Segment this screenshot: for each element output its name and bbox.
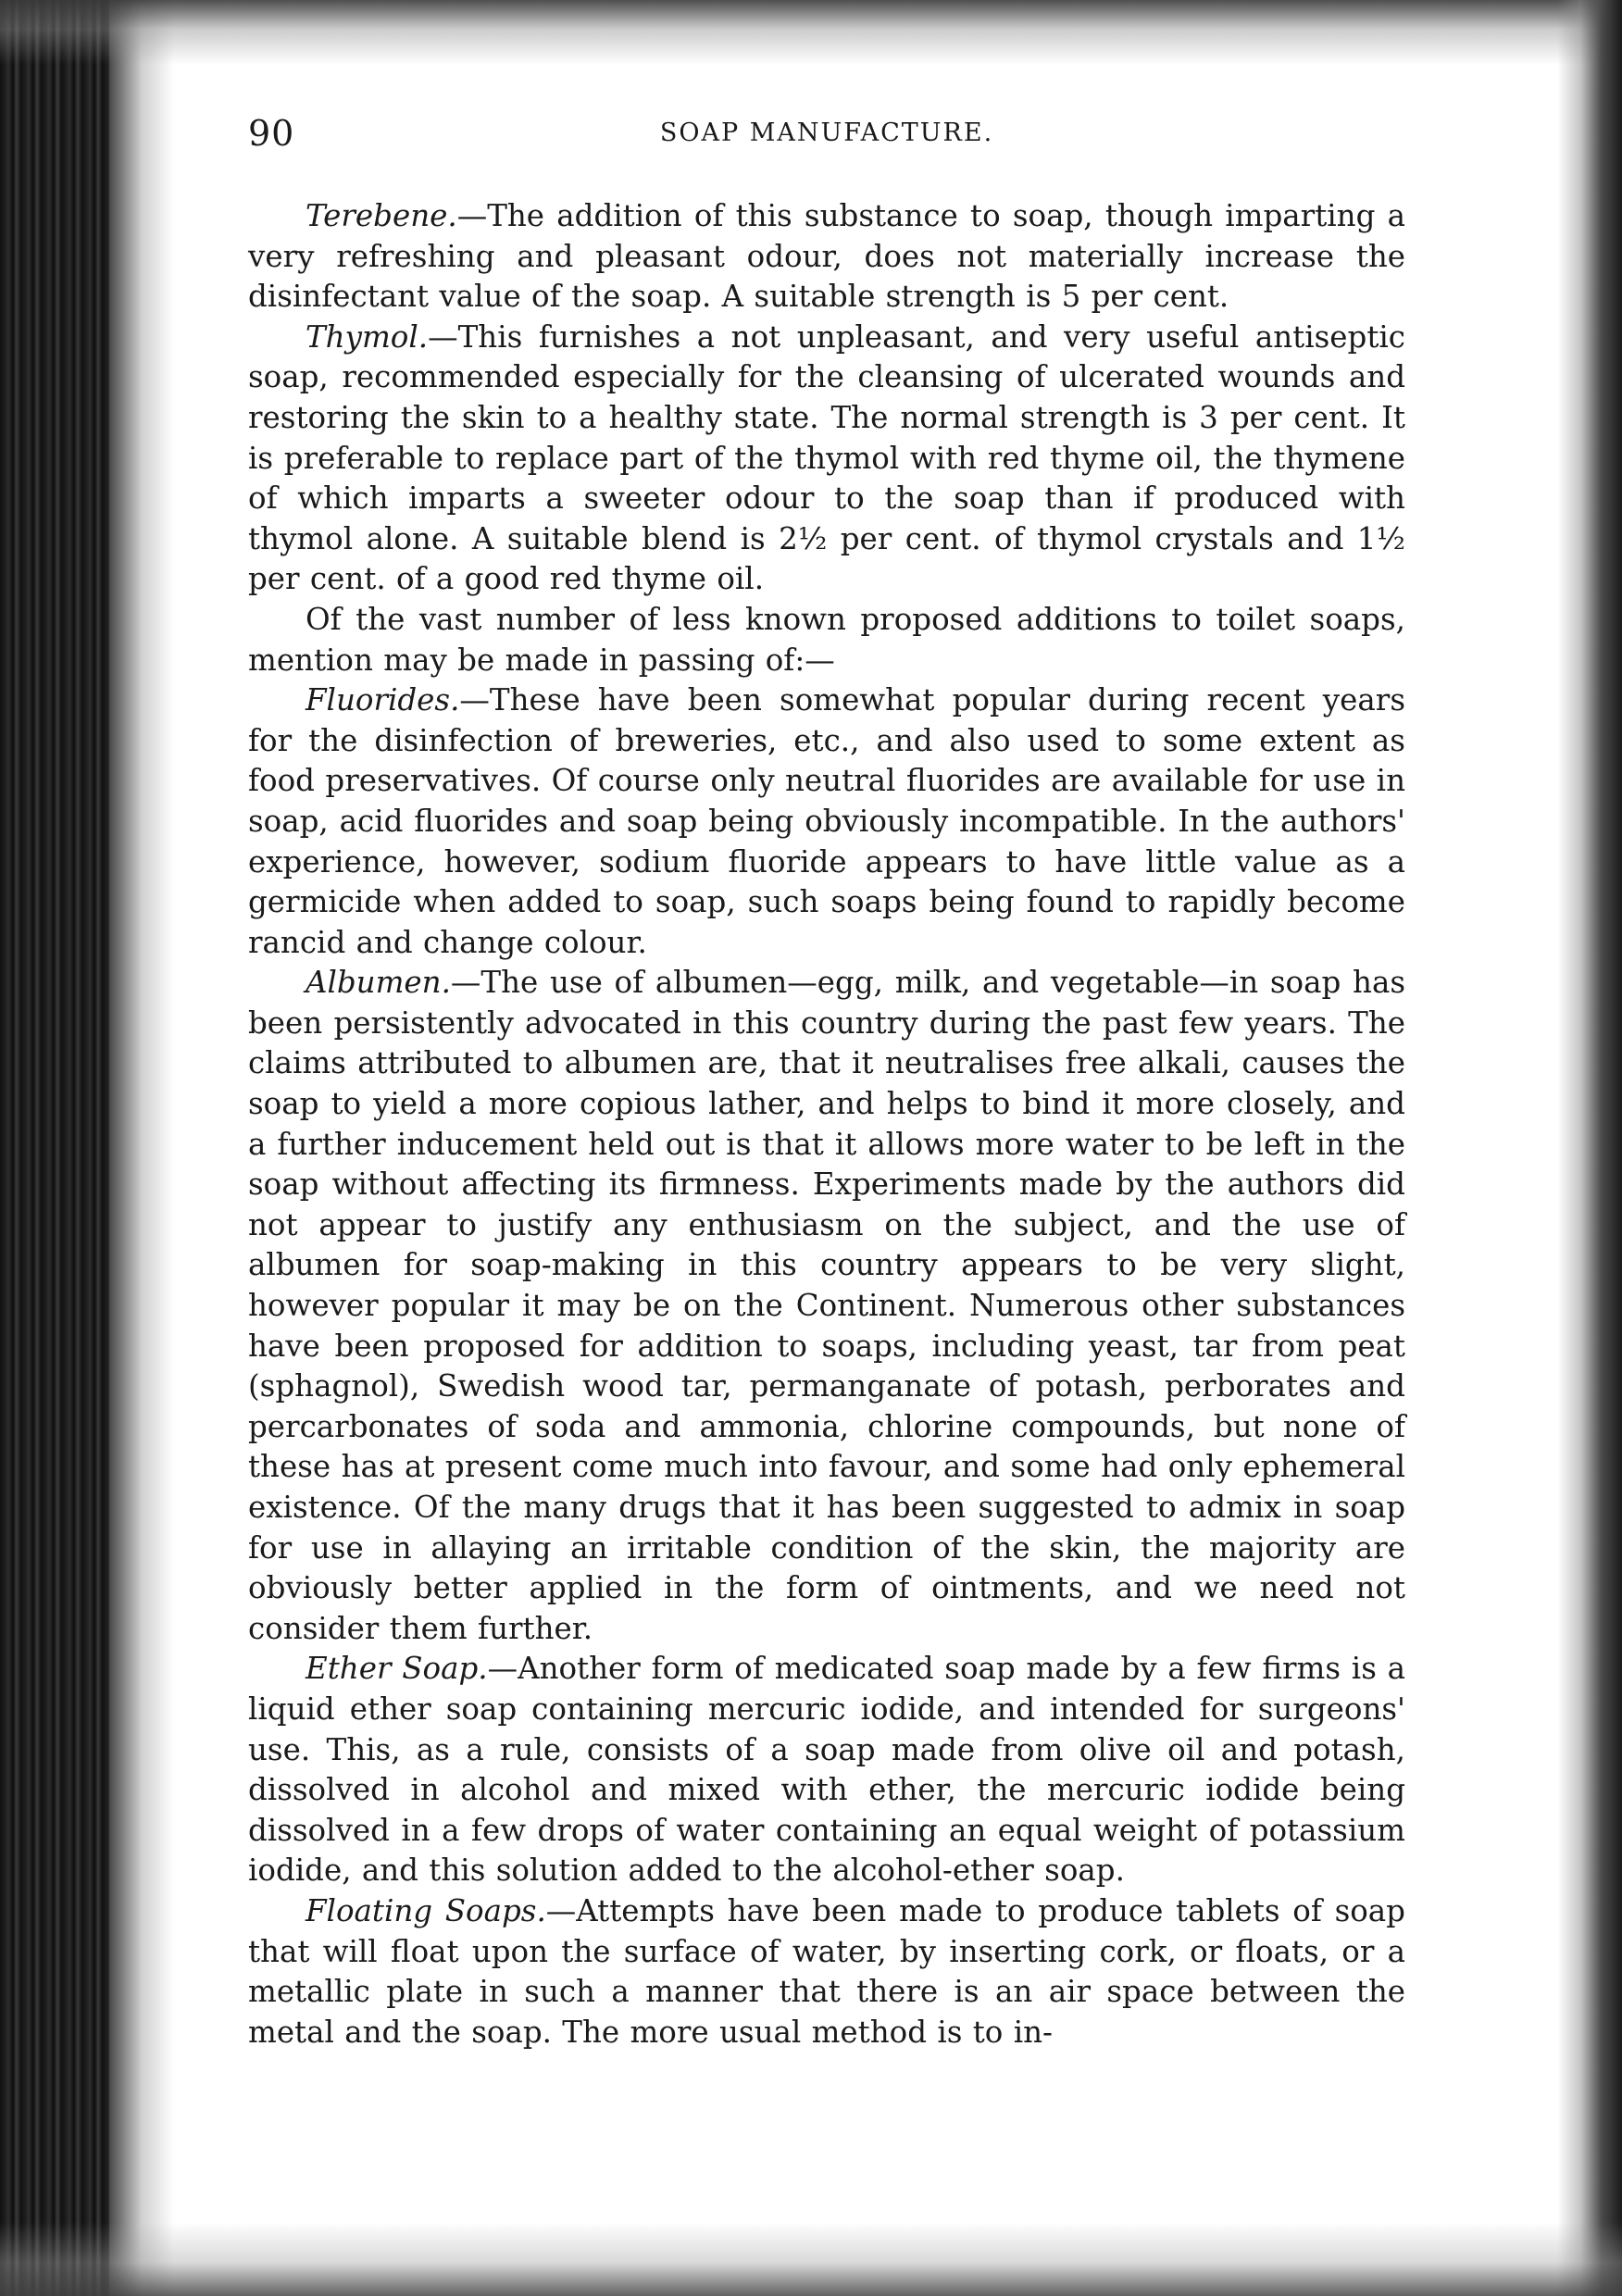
paragraph-text: —Attempts have been made to produce tablets of soap that will float upon the surface of water, by inserting cork, or floats, or a metallic plate in such a manner that there is an air space between the metal and the soap. The more usual method is to in- — [248, 1892, 1405, 2050]
book-page — [248, 102, 1405, 2231]
scan-left-edge — [0, 0, 109, 2296]
paragraph-term: Albumen. — [306, 965, 451, 1001]
page-number: 90 — [248, 113, 295, 154]
paragraph-terebene — [248, 196, 1405, 318]
scan-right-edge — [1557, 0, 1622, 2296]
scan-top-edge — [0, 0, 1622, 65]
paragraph-ether-soap — [248, 1649, 1405, 1891]
paragraph-term: Fluorides. — [306, 682, 460, 718]
scan-bottom-edge — [0, 2222, 1622, 2296]
paragraph-text: —This furnishes a not unpleasant, and very useful antiseptic soap, recommended especially for the cleansing of ulcerated wounds and restoring the skin to a healthy state. The normal strength is 3 per cent. It is preferable to replace part of the thymol with red thyme oil, the thymene of which imparts a sweeter odour to the soap than if produced with thymol alone. A suitable blend is 2½ per cent. of thymol crystals and 1½ per cent. of a good red thyme oil. — [248, 318, 1405, 597]
body-text — [248, 196, 1405, 2053]
paragraph-albumen — [248, 963, 1405, 1649]
paragraph-text: —The addition of this substance to soap, though imparting a very refreshing and pleasant odour, does not materially increase the disinfectant value of the soap. A suitable strength is 5 per cent. — [248, 198, 1405, 315]
paragraph-text: —The use of albumen—egg, milk, and vegetable—in soap has been persistently advocated in this country during the past few years. The claims attributed to albumen are, that it neutralises free alkali, causes the soap to yield a more copious lather, and helps to bind it more closely, and a further inducement held out is that it allows more water to be left in the soap without affecting its firmness. Experiments made by the authors did not appear to justify any enthusiasm on the subject, and the use of albumen for soap-making in this country appears to be very slight, however popular it may be on the Continent. Numerous other substances have been proposed for addition to soaps, including yeast, tar from peat (sphagnol), Swedish wood tar, permanganate of potash, perborates and percarbonates of soda and ammonia, chlorine compounds, but none of these has at present come much into favour, and some had only ephemeral existence. Of the many drugs that it has been suggested to admix in soap for use in allaying an irritable condition of the skin, the majority are obviously better applied in the form of ointments, and we need not consider them further. — [248, 965, 1405, 1646]
paragraph-lesser-additions — [248, 600, 1405, 680]
page-header — [248, 113, 1405, 168]
paragraph-fluorides — [248, 680, 1405, 963]
paragraph-floating-soaps — [248, 1891, 1405, 2053]
paragraph-text: —These have been somewhat popular during recent years for the disinfection of breweries, etc., and also used to some extent as food preservatives. Of course only neutral fluorides are available for use in soap, acid fluorides and soap being obviously incompatible. In the authors' experience, however, sodium fluoride appears to have little value as a germicide when added to soap, such soaps being found to rapidly become rancid and change colour. — [248, 682, 1405, 960]
paragraph-term: Thymol. — [306, 318, 429, 355]
paragraph-term: Floating Soaps. — [306, 1892, 546, 1928]
paragraph-text: —Another form of medicated soap made by a few firms is a liquid ether soap containing mercuric iodide, and intended for surgeons' use. This, as a rule, consists of a soap made from olive oil and potash, dissolved in alcohol and mixed with ether, the mercuric iodide being dissolved in a few drops of water containing an equal weight of potassium iodide, and this solution added to the alcohol-ether soap. — [248, 1651, 1405, 1889]
scan-left-shadow — [109, 0, 174, 2296]
paragraph-term: Ether Soap. — [306, 1651, 488, 1687]
paragraph-text: Of the vast number of less known proposed additions to toilet soaps, mention may be made in passing of:— — [248, 601, 1405, 678]
paragraph-term: Terebene. — [306, 198, 457, 233]
paragraph-thymol — [248, 318, 1405, 600]
running-title: SOAP MANUFACTURE. — [659, 119, 994, 147]
